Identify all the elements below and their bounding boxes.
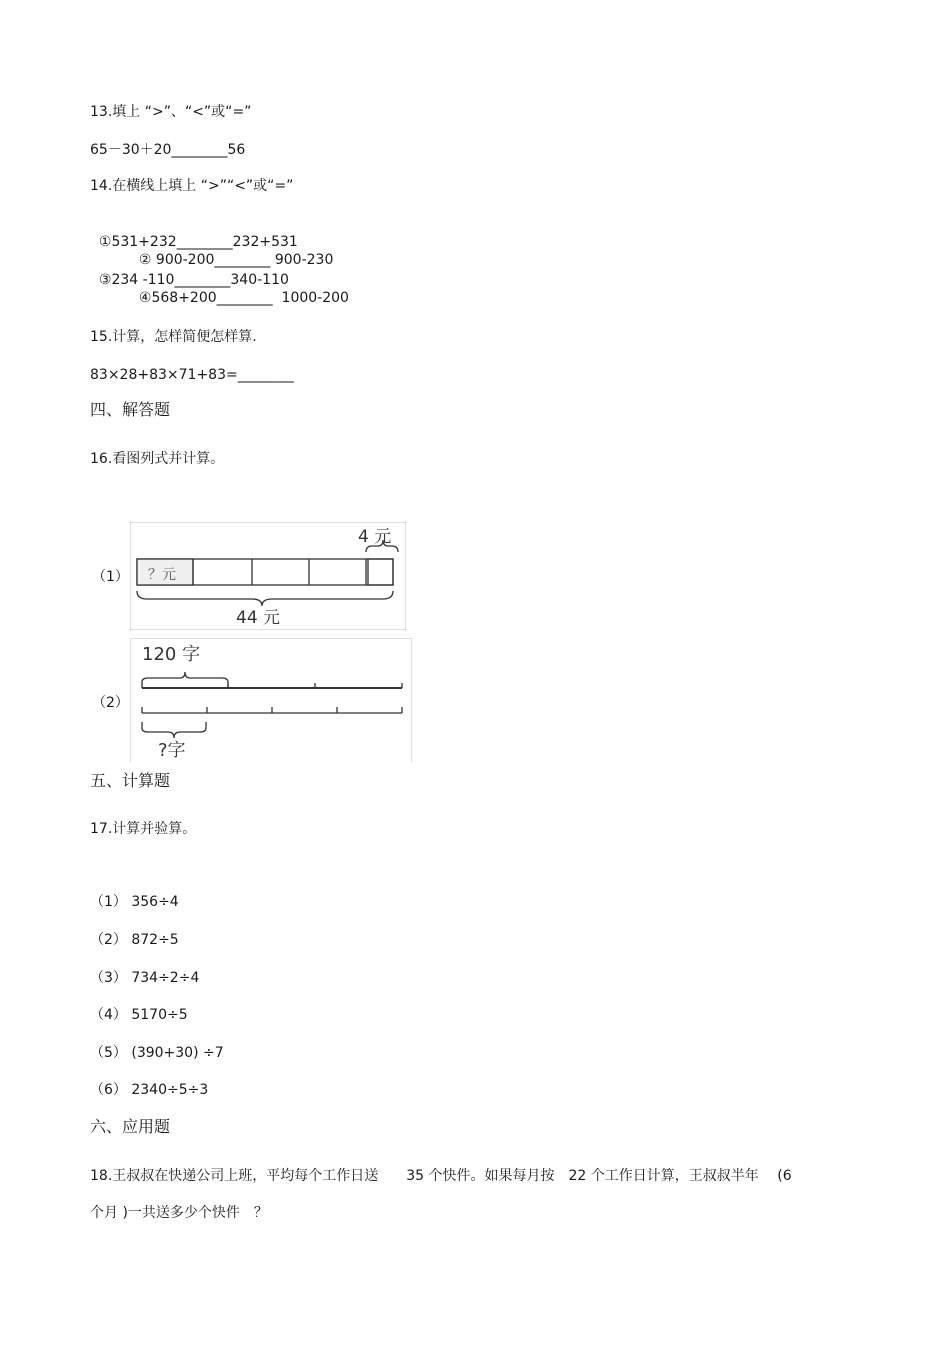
q13-expression: 65－30＋20________56 [90,142,246,158]
fig1-diagram [130,522,406,630]
fig2-top-value: 120 字 [142,644,201,665]
fig1-label: （1） [92,569,129,585]
fig2-diagram [130,638,412,762]
fig1-bottom-brace [137,591,393,606]
q15-prompt: 15.计算，怎样简便怎样算. [90,329,257,345]
q17-item-4: （4） 5170÷5 [90,1007,188,1023]
q14-item-1: ①531+232________232+531 [98,234,298,250]
q16-prompt: 16.看图列式并计算。 [90,451,225,467]
q17-item-2: （2） 872÷5 [90,932,179,948]
q14-item-2: ② 900-200________ 900-230 [138,252,334,268]
fig1-extra-cell [368,559,393,585]
fig2-top-brace [142,672,228,688]
fig1-cell-text: ？元 [148,567,176,583]
fig2-bottom-value: ?字 [158,740,186,761]
fig1-top-value: 4 元 [358,527,392,547]
q15-expression: 83×28+83×71+83=________ [90,367,294,383]
q17-item-3: （3） 734÷2÷4 [90,970,200,986]
q17-item-6: （6） 2340÷5÷3 [90,1082,209,1098]
q17-item-1: （1） 356÷4 [90,894,179,910]
q14-item-4: ④568+200________ 1000-200 [138,290,349,306]
section-6-heading: 六、应用题 [90,1117,171,1136]
q14-item-3: ③234 -110________340-110 [98,272,289,288]
fig2-bottom-brace [142,722,206,738]
fig1-total: 44 元 [236,608,281,628]
q13-prompt: 13.填上 “>”、“<”或“=” [90,104,252,120]
q18-line-2: 个月 )一共送多少个快件 ？ [90,1205,268,1221]
q18-line-1: 18.王叔叔在快递公司上班，平均每个工作日送 35 个快件。如果每月按 22 个工作日计算，王叔叔半年 (6 [90,1168,792,1184]
q14-prompt: 14.在横线上填上 “>”“<”或“=” [90,178,294,194]
q17-item-5: （5） (390+30) ÷7 [90,1045,224,1061]
section-5-heading: 五、计算题 [90,771,171,790]
section-4-heading: 四、解答题 [90,400,171,419]
fig2-label: （2） [92,695,129,711]
q17-prompt: 17.计算并验算。 [90,821,197,837]
q14-row-2 [90,253,349,307]
